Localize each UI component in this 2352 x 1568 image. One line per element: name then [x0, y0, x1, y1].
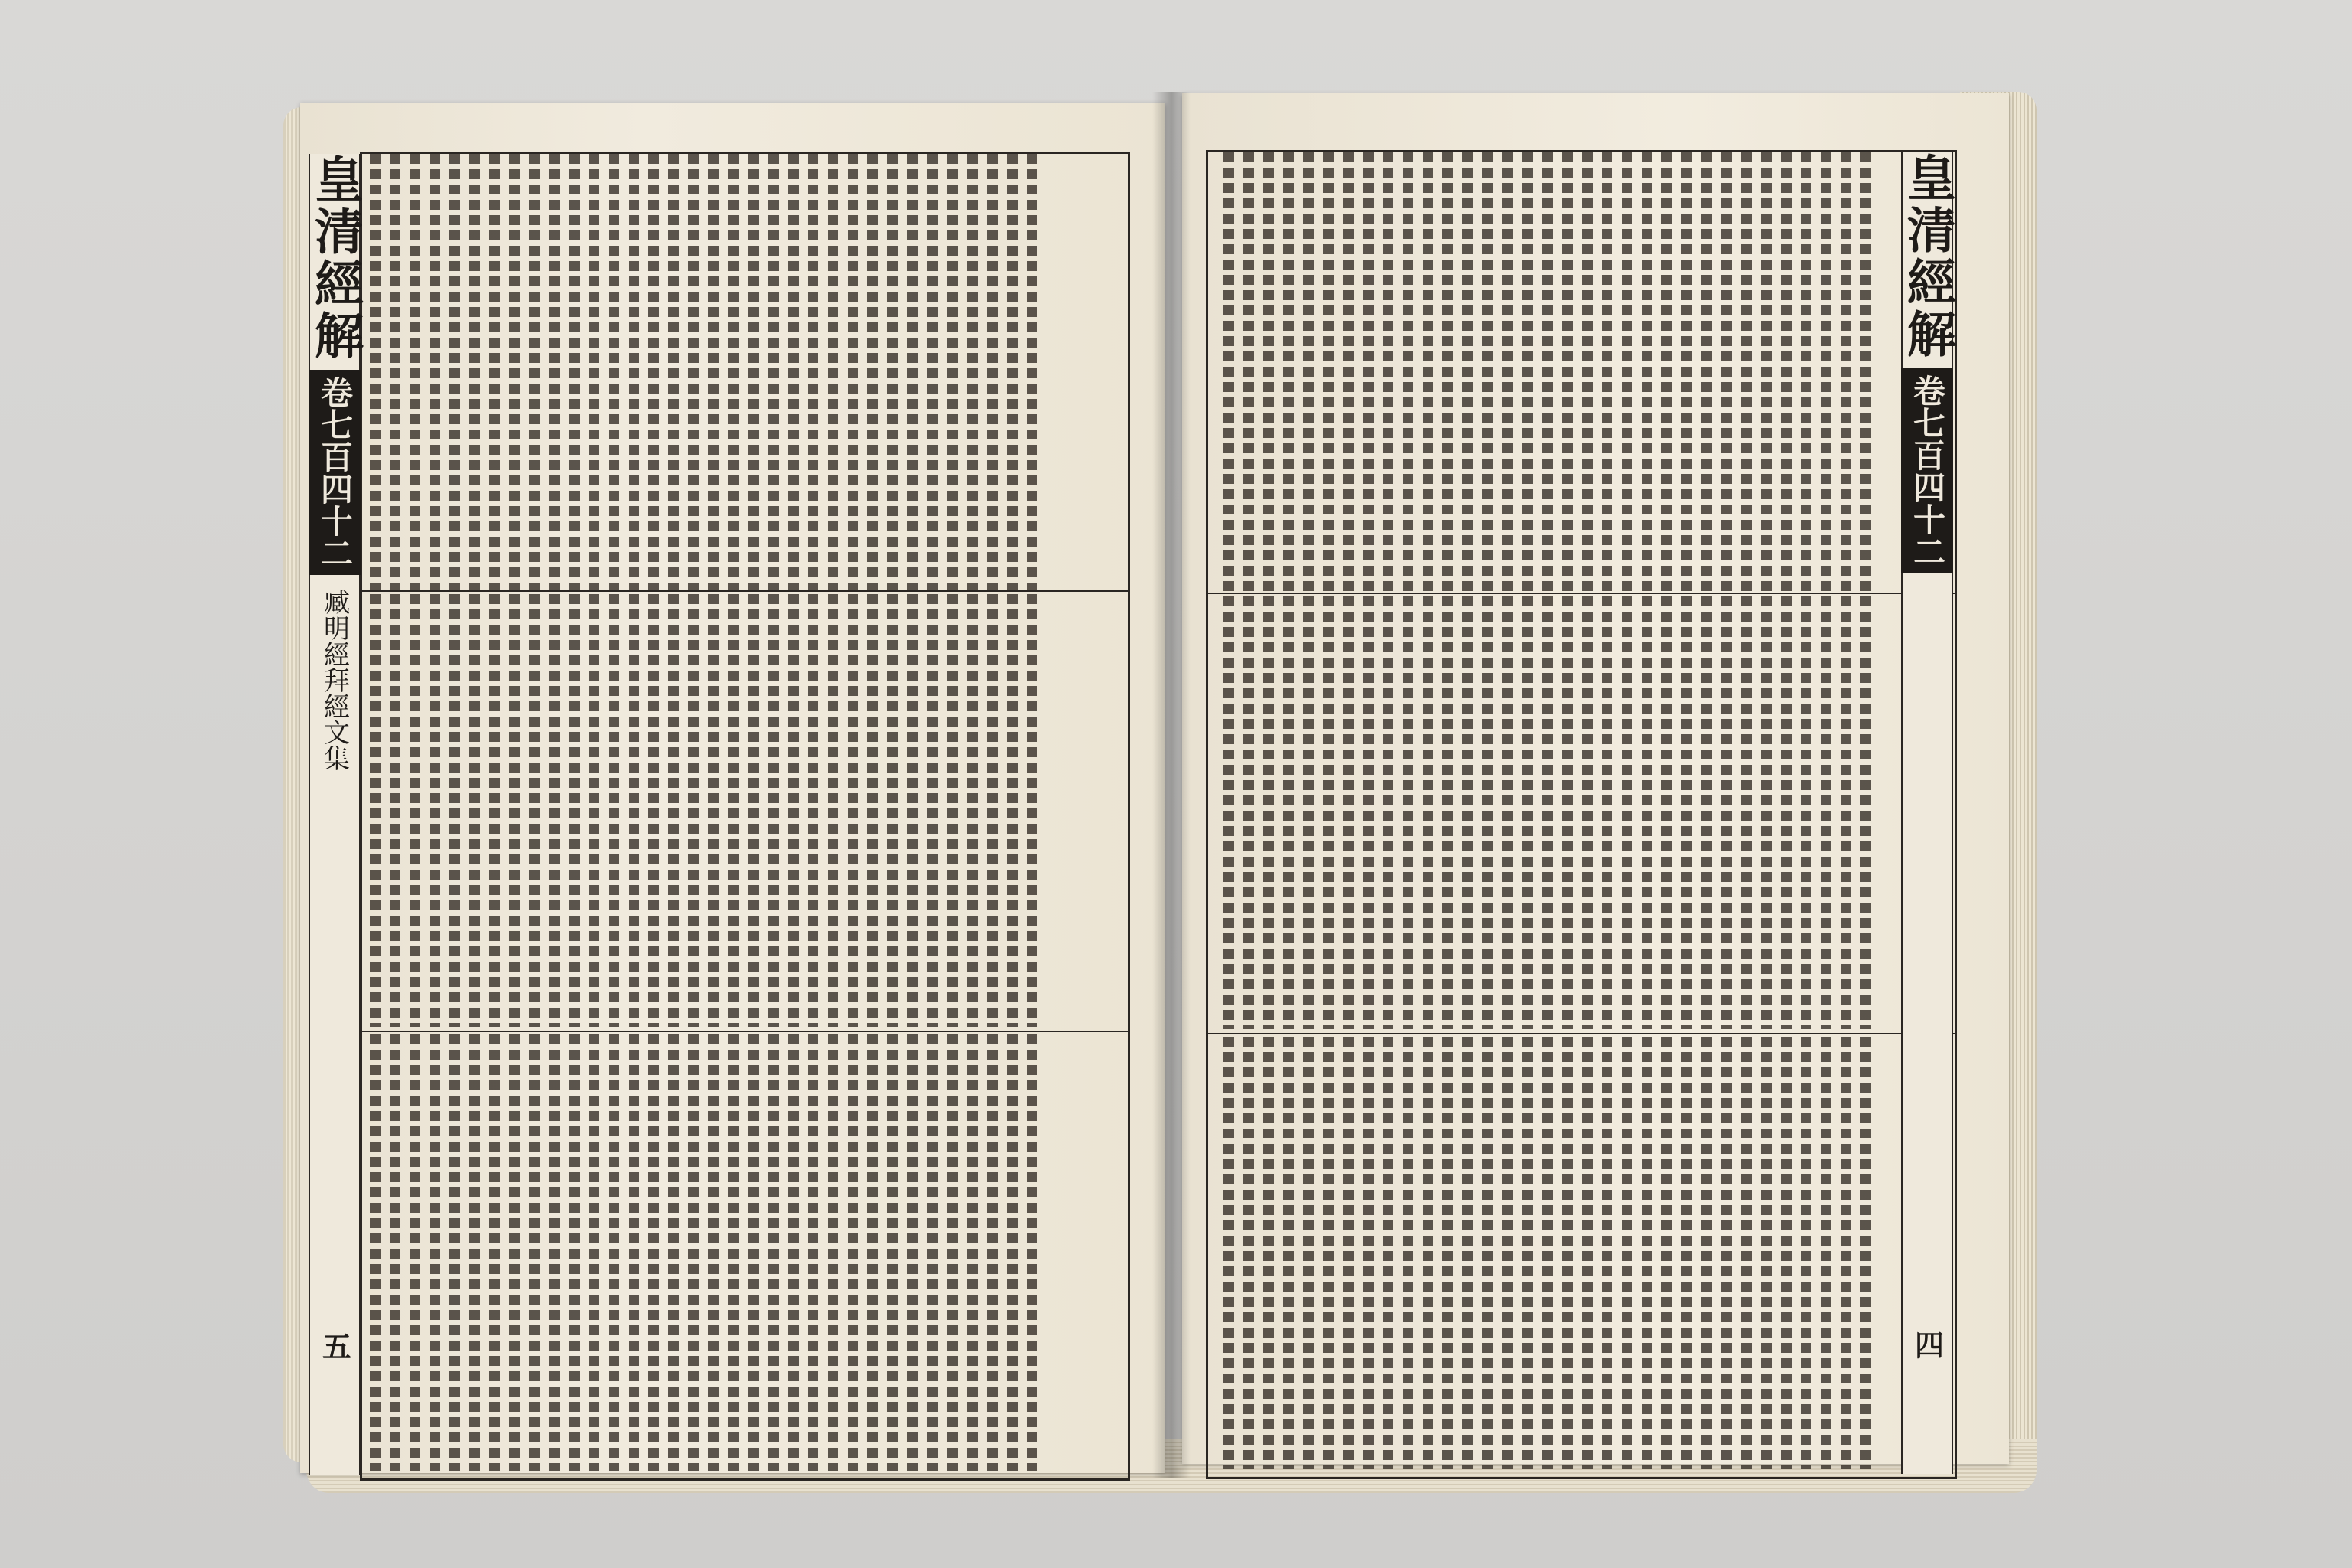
text-block-upper	[1208, 152, 1897, 593]
collection-title: 皇清經解	[1899, 152, 1956, 361]
left-page-banner	[306, 154, 364, 1475]
register-divider	[1208, 593, 1955, 594]
page-number: 五	[317, 1331, 352, 1361]
text-block-upper	[362, 154, 1128, 590]
register-divider	[362, 1031, 1128, 1032]
right-page-banner	[1899, 152, 1956, 1474]
text-block-middle	[1208, 596, 1897, 1029]
book-gutter	[1152, 92, 1191, 1478]
text-block-lower	[362, 1034, 1128, 1471]
collection-title: 皇清經解	[306, 154, 364, 362]
text-block-middle	[362, 594, 1128, 1027]
register-divider	[362, 590, 1128, 592]
register-divider	[1208, 1033, 1955, 1034]
left-text-frame	[306, 152, 1130, 1481]
text-block-lower	[1208, 1037, 1897, 1469]
volume-label: 卷七百四十二	[1901, 368, 1953, 573]
book-title: 臧明經拜經文集	[318, 589, 350, 771]
volume-label: 卷七百四十二	[309, 370, 361, 575]
page-number: 四	[1909, 1330, 1945, 1359]
right-text-frame	[1206, 150, 1957, 1479]
